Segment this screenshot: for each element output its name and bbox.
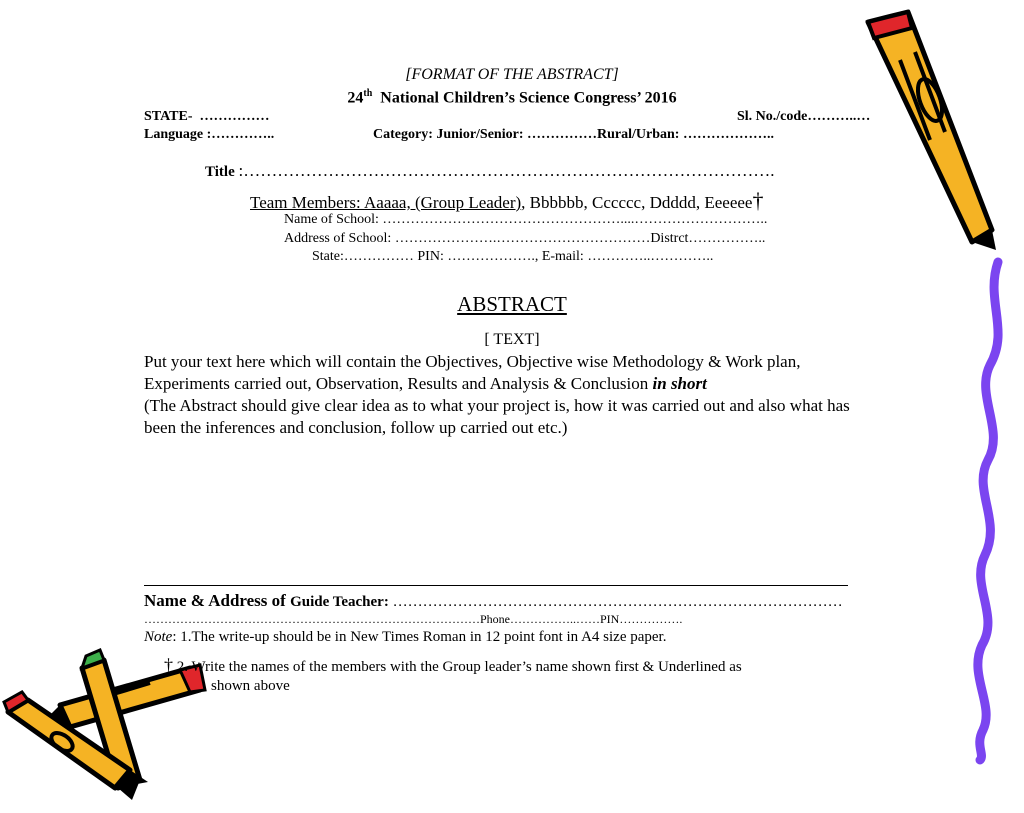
guide-dots: ……………………………………………………………………………… <box>392 594 843 610</box>
abstract-line-1: Put your text here which will contain the Objectives, Objective wise Methodology & Work plan, <box>144 352 801 371</box>
team-members-line <box>250 188 763 214</box>
congress-title <box>0 88 1024 107</box>
team-label: Team Members: <box>250 193 365 212</box>
pencil-icon-top-right <box>868 12 996 250</box>
school-address-field: Address of School: ………………….……………………………Distrct…………….. <box>284 231 766 246</box>
slno-label: Sl. No./code <box>737 109 808 124</box>
rural-dots: ……………….. <box>682 127 774 142</box>
congress-name: National Children’s Science Congress’ 2016 <box>380 89 677 107</box>
abstract-line-3: (The Abstract should give clear idea as to what your project is, how it was carried out and also what has <box>144 396 850 415</box>
note-2-text: Write the names of the members with the Group leader’s name shown first & Underlined as <box>191 659 742 675</box>
guide-teacher-field <box>144 591 843 611</box>
text-marker: [ TEXT] <box>484 331 540 348</box>
guide-label: Name & Address of <box>144 591 291 610</box>
guide-label-small: Guide Teacher: <box>290 594 393 610</box>
state-field <box>144 109 270 125</box>
state-dots: …………… <box>199 109 270 124</box>
school-name-field: Name of School: ……………………………………………....……………………….. <box>284 212 768 227</box>
state-label: STATE- <box>144 109 193 124</box>
note-dagger: † <box>164 655 173 675</box>
note-2-number: 2. <box>176 659 188 675</box>
abstract-heading: ABSTRACT <box>457 292 567 316</box>
category-label: Category: Junior/Senior: <box>373 127 524 142</box>
team-leader: Aaaaa, (Group Leader) <box>364 193 522 212</box>
congress-suffix: th <box>363 88 373 99</box>
dagger-mark: † <box>752 188 764 213</box>
divider-line <box>144 585 848 586</box>
note-1 <box>144 629 666 646</box>
title-dots: :…………………………………………………………………………………. <box>238 161 775 180</box>
language-label: Language : <box>144 127 212 142</box>
note-2-continued: shown above <box>211 678 290 694</box>
language-field <box>144 127 274 143</box>
title-label: Title <box>205 164 235 180</box>
guide-contact-line: …………………………………………………………………………Phone……………..……PIN……………. <box>144 612 683 626</box>
slno-field <box>737 109 870 125</box>
team-others: , Bbbbbb, Cccccc, Ddddd, Eeeeee <box>521 193 753 212</box>
note-label: Note <box>144 629 173 645</box>
slno-dots: ………..… <box>807 109 871 124</box>
category-dots: …………… <box>526 127 597 142</box>
rural-label: Rural/Urban: <box>596 127 680 142</box>
abstract-line-2-emphasis: in short <box>652 374 707 393</box>
abstract-line-2 <box>144 374 707 394</box>
congress-number: 24 <box>347 89 364 107</box>
category-field <box>373 127 774 143</box>
language-dots: ………….. <box>211 127 275 142</box>
abstract-line-4: been the inferences and conclusion, follow up carried out etc.) <box>144 418 568 437</box>
state-pin-email-field: State:…………… PIN: ………………., E-mail: …………..………….. <box>312 249 714 264</box>
note-1-text: : 1.The write-up should be in New Times Roman in 12 point font in A4 size paper. <box>172 629 667 645</box>
note-2 <box>164 655 742 676</box>
abstract-line-2-text: Experiments carried out, Observation, Results and Analysis & Conclusion <box>144 374 653 393</box>
title-field <box>205 161 774 181</box>
format-title: [FORMAT OF THE ABSTRACT] <box>405 66 619 83</box>
